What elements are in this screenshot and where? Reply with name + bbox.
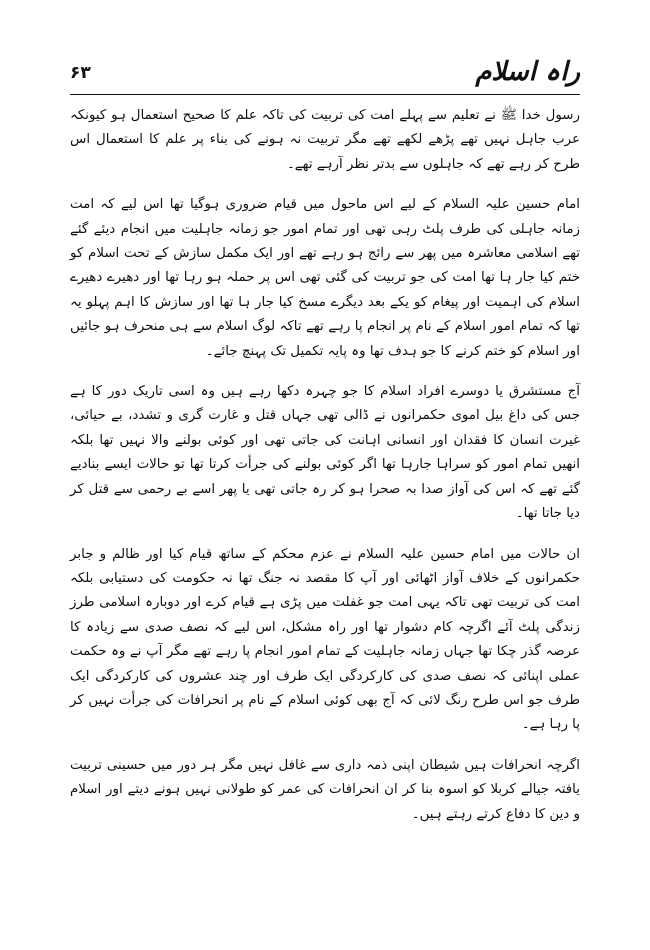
page-body: [70, 104, 580, 843]
paragraph-2: امام حسین علیہ السلام کے لیے اس ماحول میں قیام ضروری ہوگیا تھا اس لیے کہ امت زمانہ جاہلی کی طرف پلٹ رہی تھی اور تمام امور جو زمانہ جاہلیت میں انجام دیئے گئے تھے اسلامی معاشرہ میں پھر سے رائج ہو رہے تھے اور ایک مکمل سازش کے تحت اسلام کو ختم کیا جار ہا تھا امت کی جو تربیت کی گئی تھی اس پر حملہ ہو رہا تھا اور دھیرے دھیرے اسلام کی اہمیت اور پیغام کو یکے بعد دیگرے مسخ کیا جار ہا تھا اور سازش کا اہم پہلو یہ تھا کہ تمام امور اسلام کے نام پر انجام پا رہے تھے تاکہ لوگ اسلام سے ہی منحرف ہو جائیں اور اسلام کو ختم کرنے کا جو ہدف تھا وہ پایہ تکمیل تک پہنچ جائے۔: [70, 197, 580, 359]
paragraph-3: آج مستشرق یا دوسرے افراد اسلام کا جو چہرہ دکھا رہے ہیں وہ اسی تاریک دور کا ہے جس کی داغ بیل اموی حکمرانوں نے ڈالی تھی جہاں قتل و غارت گری و تشدد، بے حیائی، غیرت انسان کا فقدان اور انسانی اہانت کی جاتی تھی اور کوئی بولنے والا نہیں تھا بلکہ انھیں تمام امور کو سراہا جارہا تھا اگر کوئی بولنے کی جرأت کرتا تھا تو حالات ایسے بنادیے گئے تھے کہ اس کی آواز صدا بہ صحرا ہو کر رہ جاتی تھی یا پھر اسے بے رحمی سے قتل کر دیا جاتا تھا۔: [70, 384, 580, 522]
header-divider: [70, 94, 580, 95]
paragraph-5: اگرچہ انحرافات ہیں شیطان اپنی ذمہ داری سے غافل نہیں مگر ہر دور میں حسینی تربیت یافتہ جیالے کربلا کو اسوہ بنا کر ان انحرافات کی عمر کو طولانی نہیں ہونے دیتے اور اسلام و دین کا دفاع کرتے رہتے ہیں۔: [70, 757, 580, 822]
running-title: راہ اسلام: [475, 57, 580, 87]
page-header: [70, 55, 580, 91]
page-number: ۶۳: [70, 63, 91, 83]
paragraph-4: ان حالات میں امام حسین علیہ السلام نے عزم محکم کے ساتھ قیام کیا اور ظالم و جابر حکمرانوں کے خلاف آواز اٹھائی اور آپ کا مقصد نہ جنگ تھا نہ حکومت کی دستیابی بلکہ امت کی تربیت تھی تاکہ یہی امت جو غفلت میں پڑی ہے قیام کرے اور دوبارہ اسلامی طرز زندگی پلٹ آئے اگرچہ کام دشوار تھا اور راہ مشکل، اس لیے کہ نصف صدی سے زیادہ کا عرصہ گذر چکا تھا جہاں زمانہ جاہلیت کے تمام امور انجام پا رہے تھے مگر آپ نے وہ حکمت عملی اپنائی کہ نصف صدی کی کارکردگی ایک طرف اور چند عشروں کی کارکردگی ایک طرف جو اس طرح رنگ لائی کہ آج بھی کوئی اسلام کے نام پر انحرافات کی جرأت نہیں کر پا رہا ہے۔: [70, 546, 580, 733]
paragraph-1: رسول خدا ﷺ نے تعلیم سے پہلے امت کی تربیت کی تاکہ علم کا صحیح استعمال ہو کیونکہ عرب جاہل نہیں تھے پڑھے لکھے تھے مگر تربیت نہ ہونے کی بناء پر علم کا استعمال اس طرح کر رہے تھے کہ جاہلوں سے بدتر نظر آرہے تھے۔: [70, 108, 580, 172]
